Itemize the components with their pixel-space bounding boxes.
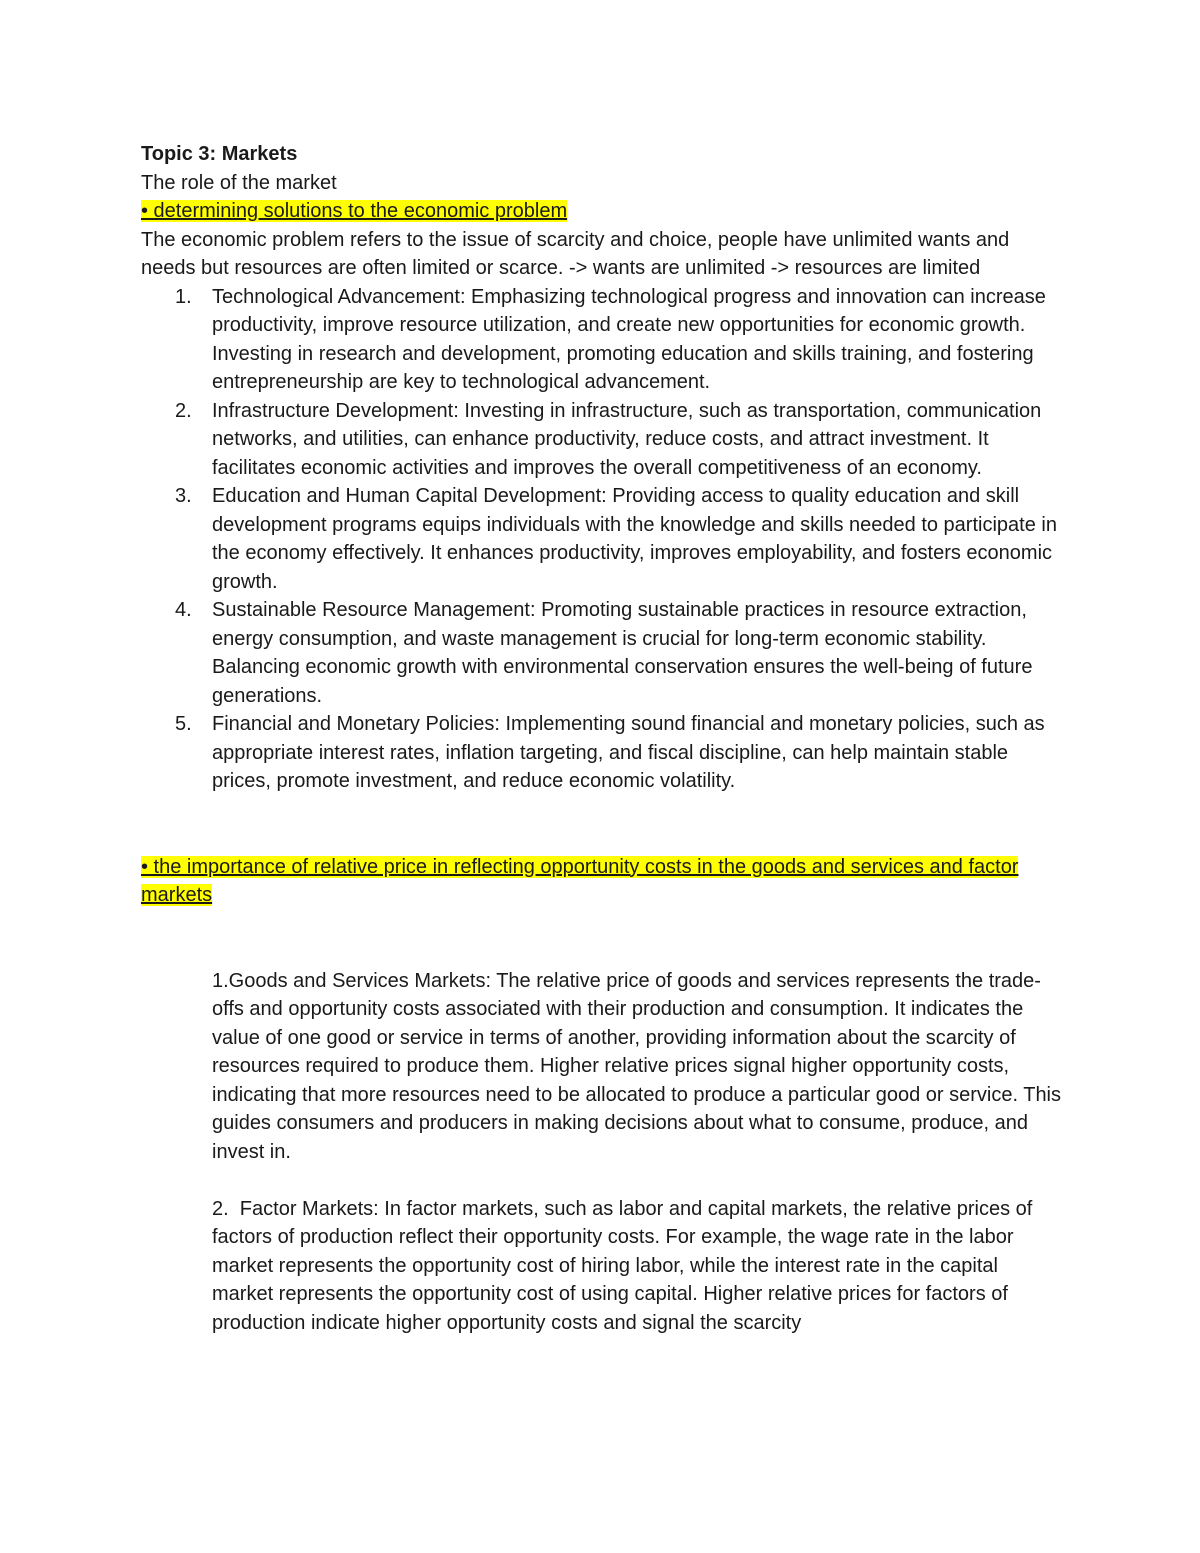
list-number: 5. [175,713,192,735]
list-item-text: Financial and Monetary Policies: Implementing sound financial and monetary policies, such as appropriate interest rates, inflation targeting, and fiscal discipline, can help maintain stable prices, promote investment, and reduce economic volatility. [212,713,1045,792]
list-item-text: Education and Human Capital Development: Providing access to quality education and skill development programs equips individuals with the knowledge and skills needed to participate in the economy effectively. It enhances productivity, improves employability, and fosters economic growth. [212,485,1057,593]
list-number: 1. [175,285,192,308]
highlighted-heading-relative-price: • the importance of relative price in reflecting opportunity costs in the goods and services and factor markets [141,855,1019,906]
goods-services-paragraph: 1.Goods and Services Markets: The relative price of goods and services represents the trade-offs and opportunity costs associated with their production and consumption. It indicates the value of one good or service in terms of another, providing information about the scarcity of resources required to produce them. Higher relative prices signal higher opportunity costs, indicating that more resources need to be allocated to produce a particular good or service. This guides consumers and producers in making decisions about what to consume, produce, and invest in. [212,969,1062,1163]
document-page [141,140,1061,1337]
highlighted-heading-economic-problem: • determining solutions to the economic problem [141,200,568,222]
intro-paragraph: The economic problem refers to the issue of scarcity and choice, people have unlimited wants and needs but resources are often limited or scarce. -> wants are unlimited -> resources are limited [141,228,1010,279]
list-item [141,397,1061,483]
list-item [141,596,1061,710]
page-title: Topic 3: Markets [141,143,298,165]
list-number: 2. [175,399,192,422]
list-item-text: Sustainable Resource Management: Promoting sustainable practices in resource extraction, energy consumption, and waste management is crucial for long-term economic stability. Balancing economic growth with environmental conservation ensures the well-being of future generations. [212,599,1033,707]
list-number: 3. [175,485,192,507]
list-item [141,482,1061,596]
list-item [141,710,1061,796]
list-item-text: Technological Advancement: Emphasizing technological progress and innovation can increase productivity, improve resource utilization, and create new opportunities for economic growth. Investing in research and development, promoting education and skills training, and fostering entrepreneurship are key to technological advancement. [212,285,1046,393]
factor-markets-paragraph: 2. Factor Markets: In factor markets, such as labor and capital markets, the relative prices of factors of production reflect their opportunity costs. For example, the wage rate in the labor market represents the opportunity cost of hiring labor, while the interest rate in the capital market represents the opportunity cost of using capital. Higher relative prices for factors of production indicate higher opportunity costs and signal the scarcity [212,1197,1038,1334]
list-item [141,283,1061,397]
list-number: 4. [175,599,192,621]
section-subtitle: The role of the market [141,171,337,194]
solutions-list [141,283,1061,796]
list-item-text: Infrastructure Development: Investing in infrastructure, such as transportation, communication networks, and utilities, can enhance productivity, reduce costs, and attract investment. It facilitates economic activities and improves the overall competitiveness of an economy. [212,399,1042,479]
